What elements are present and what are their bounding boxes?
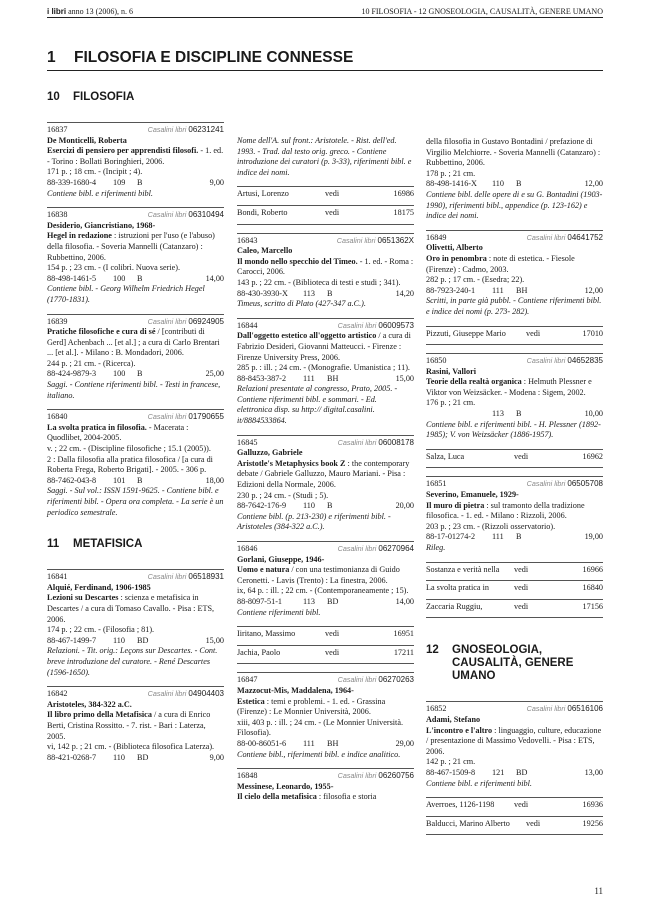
entry-16851: 16851 Casalini libri 06505708 Severino, Emanuele, 1929- Il muro di pietra : sul tramonto della tradizione filosofica. - 1. ed. - Milano : Rizzoli, 2006. 203 p. ; 23 cm. - (Rizzoli osservatorio). 88-17-01274-2 111 B 19,00 Rileg. bbox=[426, 476, 603, 553]
see-reference: Pizzuti, Giuseppe Mario vedi 17010 bbox=[426, 326, 603, 346]
column-1 bbox=[47, 91, 224, 771]
see-reference: Bondi, Roberto vedi 18175 bbox=[237, 205, 414, 225]
section-heading-11: 11 METAFISICA bbox=[47, 538, 143, 551]
continued-entry-16848: della filosofia in Gustavo Bontadini / prefazione di Virgilio Melchiorre. - Soveria Mannelli (Catanzaro) : Rubbettino, 2006. 178 p. ; 21 cm. 88-498-1416-X 110 B 12,00 Contiene bibl. delle opere di e su G. Bontadini (1903-1990), riferimenti bibl., appendice (p. 123-162) e indice dei nomi. bbox=[426, 137, 603, 221]
see-reference: Zaccaria Ruggiu, vedi 17156 bbox=[426, 599, 603, 619]
entry-16842: 16842 Casalini libri 04904403 Aristoteles, 384-322 a.C. Il libro primo della Metafisica / a cura di Enrico Berti, Cristina Rossitto. - 7. rist. - Bari : Laterza, 2005. vi, 142 p. ; 21 cm. - (Biblioteca filosofica Laterza). 88-421-0268-7 110 BD 9,00 bbox=[47, 686, 224, 763]
see-reference: Artusi, Lorenzo vedi 16986 bbox=[237, 186, 414, 205]
entry-16845: 16845 Casalini libri 06008178 Galluzzo, Gabriele Aristotle's Metaphysics book Z : the contemporary debate / Gabriele Galluzzo, Mauro Mariani. - Pisa : Edizioni della Normale, 2006. 230 p. ; 24 cm. - (Studi ; 5). 88-7642-176-9 110 B 20,00 Contiene bibl. (p. 213-230) e riferimenti bibl. - Aristoteles (384-322 a.C.). bbox=[237, 435, 414, 533]
header-right: 10 FILOSOFIA - 12 GNOSEOLOGIA, CAUSALITÀ, GENERE UMANO bbox=[361, 7, 603, 16]
see-reference: Balducci, Marino Alberto vedi 19256 bbox=[426, 816, 603, 836]
page-number: 11 bbox=[594, 886, 603, 897]
entry-16846: 16846 Casalini libri 06270964 Gorlani, Giuseppe, 1946- Uomo e natura / con una testimonianza di Guido Ceronetti. - Lavis (Trento) : La finestra, 2006. ix, 64 p. : ill. ; 22 cm. - (Contemporaneamente ; 15). 88-8097-51-1 113 BD 14,00 Contiene riferimenti bibl. bbox=[237, 541, 414, 618]
header-left bbox=[47, 6, 133, 17]
section-heading-10: 10 FILOSOFIA bbox=[47, 91, 135, 103]
entry-16849: 16849 Casalini libri 04641752 Olivetti, Alberto Oro in penombra : note di estetica. - Fiesole (Firenze) : Cadmo, 2003. 282 p. ; 17 cm. - (Esedra; 22). 88-7923-240-1 111 BH 12,00 Scritti, in parte già pubbl. - Contiene riferimenti bibl. e indice dei nomi (p. 273- 282). bbox=[426, 230, 603, 318]
journal-name: i libri bbox=[47, 7, 67, 16]
see-reference: Iiritano, Massimo vedi 16951 bbox=[237, 626, 414, 645]
entry-16838: 16838 Casalini libri 06310494 Desiderio, Giancristiano, 1968- Hegel in redazione : istruzioni per l'uso (e l'abuso) della filosofia. - Soveria Mannelli (Catanzaro) : Rubbettino, 2006. 154 p. ; 23 cm. - (I colibrì. Nuova serie). 88-498-1461-5 100 B 14,00 Contiene bibl. - Georg Wilhelm Friedrich Hegel (1770-1831). bbox=[47, 207, 224, 305]
see-reference: Jachia, Paolo vedi 17211 bbox=[237, 645, 414, 665]
entry-16844: 16844 Casalini libri 06009573 Dall'oggetto estetico all'oggetto artistico / a cura di Fabrizio Desideri, Giovanni Matteucci. - Firenze : Firenze University Press, 2006. 285 p. : ill. ; 24 cm. - (Monografie. Umanistica ; 11). 88-8453-387-2 111 BH 15,00 Relazioni presentate al congresso, Prato, 2005. - Contiene riferimenti bibl. e sommari. - Ed. elettronica disp. su http:// digital.casalini. it/8884533864. bbox=[237, 318, 414, 427]
chapter-title bbox=[47, 48, 603, 71]
entry-16852: 16852 Casalini libri 06516106 Adami, Stefano L'incontro e l'altro : linguaggio, culture, educazione / presentazione di Massimo Vedovelli. - Pisa : ETS, 2006. 142 p. ; 21 cm. 88-467-1509-8 121 BD 13,00 Contiene bibl. e riferimenti bibl. bbox=[426, 701, 603, 789]
entry-16847: 16847 Casalini libri 06270263 Mazzocut-Mis, Maddalena, 1964- Estetica : temi e problemi. - 1. ed. - Grassina (Firenze) : Le Monnier Università, 2006. xiii, 403 p. : ill. ; 24 cm. - (Le Monnier Università. Filosofia). 88-00-86051-6 111 BH 29,00 Contiene bibl., riferimenti bibl. e indice analitico. bbox=[237, 672, 414, 760]
column-3 bbox=[426, 137, 603, 843]
entry-16848: 16848 Casalini libri 06260756 Messinese, Leonardo, 1955- Il cielo della metafisica : filosofia e storia bbox=[237, 768, 414, 803]
see-reference: Salza, Luca vedi 16962 bbox=[426, 449, 603, 469]
section-heading-12: 12 GNOSEOLOGIA, CAUSALITÀ, GENERE UMANO bbox=[426, 644, 574, 683]
entry-16841: 16841 Casalini libri 06518931 Alquié, Ferdinand, 1906-1985 Lezioni su Descartes : scienza e metafisica in Descartes / a cura di Tomaso Cavallo. - Pisa : ETS, 2006. 174 p. ; 22 cm. - (Filosofia ; 81). 88-467-1499-7 110 BD 15,00 Relazioni. - Tit. orig.: Leçons sur Descartes. - Cont. breve introduzione del curatore. - René Descartes (1596-1650). bbox=[47, 569, 224, 678]
chapter-number: 1 bbox=[47, 49, 56, 66]
see-reference: Averroes, 1126-1198 vedi 16936 bbox=[426, 797, 603, 816]
continued-note: Nome dell'A. sul front.: Aristotele. - Rist. dell'ed. 1993. - Trad. dal testo orig. greco. - Contiene introduzione dei curatori (p. 3-33), riferimenti bibl. e indice dei nomi. bbox=[237, 136, 412, 177]
issue-label: anno 13 (2006), n. 6 bbox=[68, 7, 134, 16]
see-reference: Sostanza e verità nella vedi 16966 bbox=[426, 562, 603, 581]
chapter-label: FILOSOFIA E DISCIPLINE CONNESSE bbox=[74, 49, 354, 66]
column-2 bbox=[237, 136, 414, 811]
see-reference: La svolta pratica in vedi 16840 bbox=[426, 580, 603, 599]
entry-16843: 16843 Casalini libri 0651362X Caleo, Marcello Il mondo nello specchio del Timeo. - 1. ed. - Roma : Carocci, 2006. 143 p. ; 22 cm. - (Biblioteca di testi e studi ; 341). 88-430-3930-X 113 B 14,20 Timeus, scritto di Plato (427-347 a.C.). bbox=[237, 233, 414, 310]
running-header bbox=[47, 6, 603, 18]
entry-16837: 16837 Casalini libri 06231241 De Monticelli, Roberta Esercizi di pensiero per apprendisti filosofi. - 1. ed. - Torino : Bollati Boringhieri, 2006. 171 p. ; 18 cm. - (Incipit ; 4). 88-339-1680-4 109 B 9,00 Contiene bibl. e riferimenti bibl. bbox=[47, 122, 224, 199]
entry-16840: 16840 Casalini libri 01790655 La svolta pratica in filosofia. - Macerata : Quodlibet, 2004-2005. v. ; 22 cm. - (Discipline filosofiche ; 15.1 (2005)). 2 : Dalla filosofia alla pratica filosofica / [a cura di Roberta Frega, Roberto Brigati]. - 2005. - 306 p. 88-7462-043-8 101 B 18,00 Saggi. - Sul vol.: ISSN 1591-9625. - Contiene bibl. e riferimenti bibl. - Opera ora completa. - La serie è un periodico semestrale. bbox=[47, 409, 224, 518]
entry-16850: 16850 Casalini libri 04652835 Rasini, Vallori Teorie della realtà organica : Helmuth Plessner e Viktor von Weizsäcker. - Modena : Sigem, 2002. 176 p. ; 21 cm. 113 B 10,00 Contiene bibl. e riferimenti bibl. - H. Plessner (1892-1985); V. von Weizsäcker (1886-1957). bbox=[426, 353, 603, 441]
entry-16839: 16839 Casalini libri 06924905 Pratiche filosofiche e cura di sé / [contributi di Gerd] Achenbach ... [et al.] ; a cura di Carlo Brentari ... [et al.]. - Milano : B. Mondadori, 2006. 244 p. ; 21 cm. - (Ricerca). 88-424-9879-3 100 B 25,00 Saggi. - Contiene riferimenti bibl. - Testi in francese, italiano. bbox=[47, 314, 224, 402]
